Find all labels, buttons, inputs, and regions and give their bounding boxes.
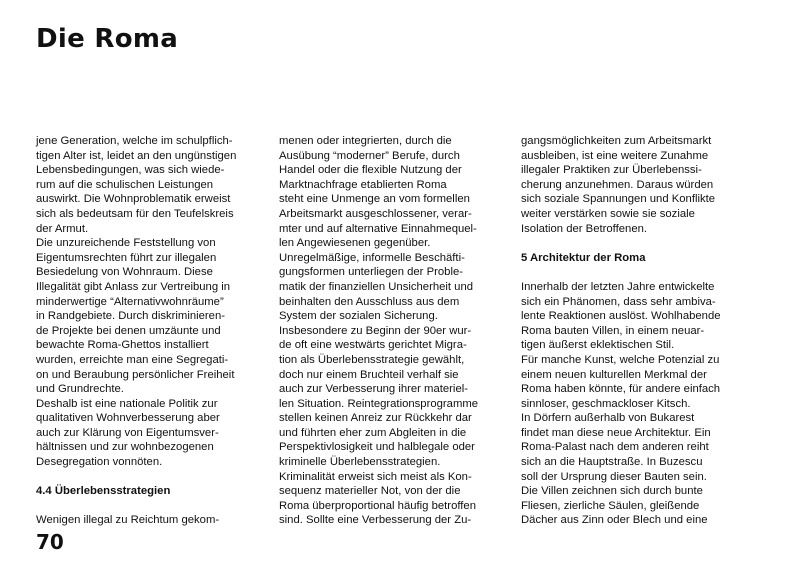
text-line: Für manche Kunst, welche Potenzial zu [521,353,720,366]
section-heading: 5 Architektur der Roma [521,251,646,264]
text-line: auswirkt. Die Wohnproblematik erweist [36,193,231,206]
text-line: Innerhalb der letzten Jahre entwickelte [521,280,715,293]
text-line: Fliesen, zierliche Säulen, gleißende [521,499,700,512]
text-line: auch zur Klärung von Eigentumsver- [36,426,219,439]
text-line: gungsformen unterliegen der Proble- [279,266,463,279]
text-line: Dächer aus Zinn oder Blech und eine [521,514,708,527]
paragraph-gap [521,236,753,251]
text-line: Arbeitsmarkt ausgeschlossener, verar- [279,207,472,220]
page-number: 70 [36,530,64,554]
text-line: Lebensbedingungen, was sich wiede- [36,164,225,177]
text-line: sich soziale Spannungen und Konflikte [521,193,716,206]
text-line: menen oder integrierten, durch die [279,135,452,147]
text-line: Desegregation vonnöten. [36,456,163,469]
text-line: Marktnachfrage etablierten Roma [279,178,447,191]
text-line: soll der Ursprung dieser Bauten sein. [521,470,707,483]
text-line: tigen Alter ist, leidet an den ungünstigen [36,149,237,162]
text-line: Deshalb ist eine nationale Politik zur [36,397,218,410]
paragraph-gap [36,499,268,514]
text-line: hältnissen und zur wohnbezogenen [36,441,214,454]
text-line: Handel oder die flexible Nutzung der [279,164,462,177]
text-line: de oft eine westwärts gerichtet Migra- [279,339,467,352]
text-line: Roma bauten Villen, in einem neuar- [521,324,705,337]
text-line: sequenz materieller Not, von der die [279,485,461,498]
text-line: weiter verstärken sowie sie soziale [521,207,695,220]
text-line: illegaler Praktiken zur Überlebenssi- [521,164,702,177]
text-line: qualitativen Wohnverbesserung aber [36,412,220,425]
page-title: Die Roma [36,24,179,54]
text-line: stellen keinen Anreiz zur Rückkehr dar [279,412,472,425]
text-line: auch zur Verbesserung ihrer materiel- [279,383,468,396]
text-line: lente Reaktionen auslöst. Wohlhabende [521,310,721,323]
text-line: Insbesondere zu Beginn der 90er wur- [279,324,472,337]
text-line: Ausübung “moderner” Berufe, durch [279,149,460,162]
text-line: System der sozialen Sicherung. [279,310,438,323]
text-line: bewachte Roma-Ghettos installiert [36,339,209,352]
text-line: de Projekte bei denen umzäunte und [36,324,221,337]
text-line: rum auf die schulischen Leistungen [36,178,214,191]
text-line: Roma haben könnte, für andere einfach [521,383,721,396]
text-line: mter und auf alternative Einnahmequel- [279,222,477,235]
text-column-2 [279,134,511,528]
text-line: Die Villen zeichnen sich durch bunte [521,485,703,498]
text-line: Kriminalität erweist sich meist als Kon- [279,470,472,483]
text-line: kriminelle Überlebensstrategien. [279,456,441,469]
paragraph-gap [36,470,268,485]
text-line: Unregelmäßige, informelle Beschäfti- [279,251,465,264]
text-line: der Armut. [36,222,89,235]
text-line: einem neuen kulturellen Merkmal der [521,368,707,381]
text-line: Eigentumsrechten führt zur illegalen [36,251,217,264]
text-line: ausbleiben, ist eine weitere Zunahme [521,149,709,162]
text-line: on und Beraubung persönlicher Freiheit [36,368,235,381]
text-line: matik der finanziellen Unsicherheit und [279,280,474,293]
text-line: sich als bedeutsam für den Teufelskreis [36,207,234,220]
text-line: gangsmöglichkeiten zum Arbeitsmarkt [521,135,712,147]
text-line: steht eine Unmenge an vom formellen [279,193,470,206]
section-heading: 4.4 Überlebensstrategien [36,485,171,498]
text-line: wurden, erreichte man eine Segregati- [36,353,229,366]
text-line: und führten eher zum Abgleiten in die [279,426,467,439]
text-line: len Angewiesenen gegenüber. [279,237,431,250]
text-column-1 [36,134,268,528]
text-line: in Randgebiete. Durch diskriminieren- [36,310,225,323]
text-line: Die unzureichende Feststellung von [36,237,216,250]
text-line: Besiedelung von Wohnraum. Diese [36,266,213,279]
text-line: len Situation. Reintegrationsprogramme [279,397,479,410]
text-line: Wenigen illegal zu Reichtum gekom- [36,514,220,527]
text-line: In Dörfern außerhalb von Bukarest [521,412,695,425]
text-line: tion als Überlebensstrategie gewählt, [279,353,465,366]
text-line: Perspektivlosigkeit und halblegale oder [279,441,475,454]
text-line: sind. Sollte eine Verbesserung der Zu- [279,514,472,527]
text-line: Roma überproportional häufig betroffen [279,499,476,512]
text-line: sich ein Phänomen, dass sehr ambiva- [521,295,716,308]
text-line: Roma-Palast nach dem anderen reiht [521,441,709,454]
text-line: sinnloser, geschmackloser Kitsch. [521,397,691,410]
text-line: cherung anzunehmen. Daraus würden [521,178,714,191]
text-line: Illegalität gibt Anlass zur Vertreibung in [36,280,231,293]
text-line: tigen äußerst eklektischen Stil. [521,339,675,352]
text-line: und Grundrechte. [36,383,124,396]
paragraph-gap [521,265,753,280]
text-column-3 [521,134,753,528]
text-line: jene Generation, welche im schulpflich- [36,135,233,147]
text-line: sich an die Hauptstraße. In Buzescu [521,456,703,469]
text-line: findet man diese neue Architektur. Ein [521,426,711,439]
text-line: minderwertige “Alternativwohnräume” [36,295,224,308]
text-line: doch nur einem Bruchteil verhalf sie [279,368,459,381]
text-line: beinhalten den Ausschluss aus dem [279,295,460,308]
text-line: Isolation der Betroffenen. [521,222,648,235]
